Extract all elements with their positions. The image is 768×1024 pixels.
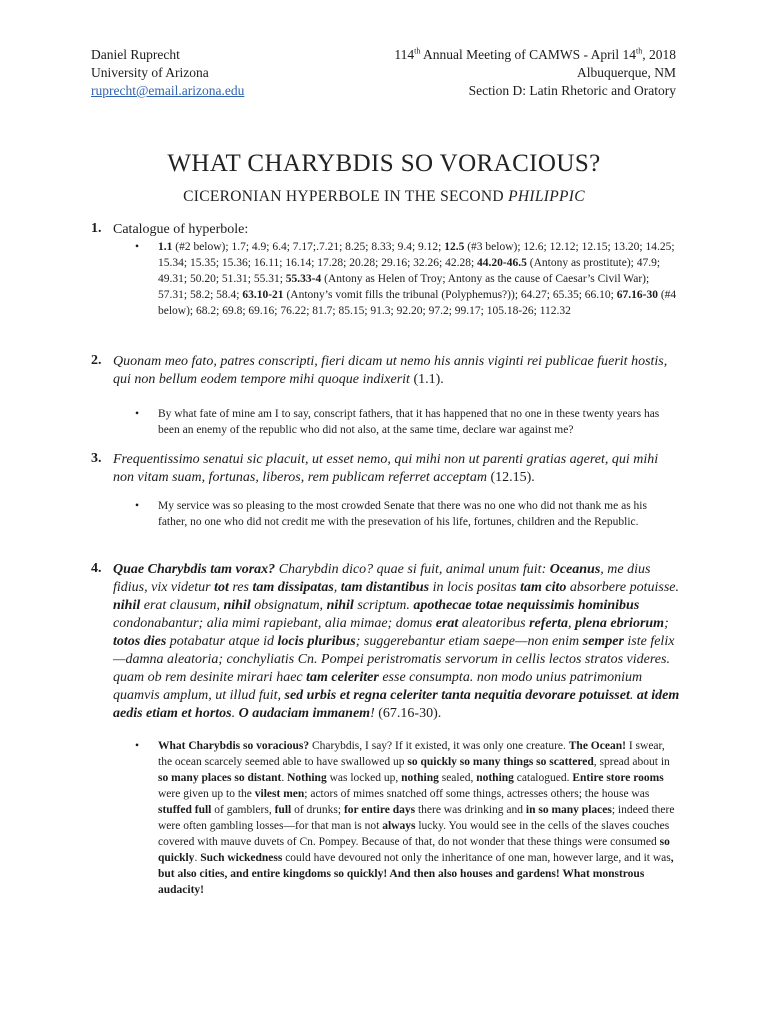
bold-text-run: for entire days — [343, 804, 416, 816]
page-subtitle — [0, 188, 768, 206]
catalogue-text — [158, 239, 679, 319]
bold-text-run: nihil — [113, 598, 141, 613]
item-number: 1. — [91, 221, 102, 236]
text-run: , — [568, 616, 575, 631]
bold-text-run: 12.5 — [444, 241, 465, 253]
item-number: 3. — [91, 451, 102, 466]
text-run: condonabantur; alia mimi rapiebant, alia mimae; domus — [113, 616, 436, 631]
bold-text-run: plena — [575, 616, 607, 631]
meeting-text: Annual Meeting of CAMWS - April 14 — [420, 47, 637, 62]
bold-text-run: nihil — [326, 598, 354, 613]
text-run: (#3 below); 12.6; 12.12; 12.15; 13.20; 14.25; 15.34; 15.35; 15.36; 16.11; 16.14; 17.28; 20.28; 29.16; 32.26; 42.28; — [158, 241, 675, 269]
bold-text-run: tam cito — [520, 580, 567, 595]
bullet-icon: • — [135, 500, 140, 512]
text-run: absorbere potuisse. — [566, 580, 680, 595]
bold-text-run: tam celeriter — [306, 670, 379, 685]
bullet-icon: • — [135, 740, 140, 752]
bold-text-run: , but also cities, and entire kingdoms so quickly! And then also houses and gardens! What monstrous audacity! — [158, 852, 674, 896]
bold-text-run: 67.16-30 — [616, 289, 658, 301]
meeting-block — [394, 46, 676, 100]
bold-text-run: stuffed full — [158, 804, 212, 816]
text-run: (Antony as Helen of Troy; Antony as the cause of Caesar’s Civil War); 57.31; 58.2; 58.4; — [158, 273, 650, 301]
item-number: 2. — [91, 353, 102, 368]
text-run: there was drinking and — [415, 804, 526, 816]
citation: (67.16-30). — [378, 706, 442, 721]
translation-text — [158, 738, 679, 898]
meeting-year: , 2018 — [642, 47, 676, 62]
bold-text-run: nothing — [401, 772, 439, 784]
bold-text-run: full — [274, 804, 292, 816]
bold-text-run: Such wickedness — [200, 852, 283, 864]
bold-text-run: tam distantibus — [340, 580, 430, 595]
bold-text-run: Quae Charybdis tam vorax? — [113, 562, 276, 577]
translation-bullet — [135, 738, 679, 898]
translation-text: By what fate of mine am I to say, conscript fathers, that it has happened that no one in these twenty years has been an enemy of the republic who did not also, at the same time, declare war against me? — [158, 408, 660, 436]
text-run: sealed, — [438, 772, 477, 784]
text-run: ; — [664, 616, 669, 631]
bold-text-run: so quickly so many things so scattered — [407, 756, 594, 768]
meeting-line — [394, 46, 676, 64]
bold-text-run: tam dissipatas — [252, 580, 334, 595]
translation-bullet — [135, 498, 679, 530]
citation: (1.1). — [409, 372, 444, 387]
meeting-section: Section D: Latin Rhetoric and Oratory — [468, 83, 676, 98]
text-run: of drunks; — [291, 804, 344, 816]
text-run: . — [281, 772, 288, 784]
page-title: WHAT CHARYBDIS SO VORACIOUS? — [167, 150, 601, 177]
bold-text-run: 44.20-46.5 — [477, 257, 527, 269]
item-quote — [113, 353, 681, 389]
text-run: Charybdis, I say? If it existed, it was only one creature. — [309, 740, 569, 752]
translation-text: My service was so pleasing to the most crowded Senate that there was no one who did not thank me as his father, no one who did not credit me with the presevation of his life, fortunes, children and the Republic. — [158, 500, 647, 528]
bold-text-run: O audaciam immanem — [238, 706, 371, 721]
author-name: Daniel Ruprecht — [91, 47, 180, 62]
bold-text-run: sed urbis et regna celeriter tanta nequitia devorare potuisset — [284, 688, 630, 703]
text-run: I swear, the ocean scarcely seemed able to have swallowed up — [158, 740, 665, 768]
text-run: catalogued. — [513, 772, 573, 784]
text-run: . — [194, 852, 201, 864]
bold-text-run: Oceanus — [549, 562, 601, 577]
bold-text-run: tot — [214, 580, 229, 595]
bold-text-run: semper — [582, 634, 624, 649]
text-run: (Antony as prostitute); 47.9; 49.31; 50.20; 51.31; 55.31; — [158, 257, 661, 285]
text-run: , spread about in — [593, 756, 670, 768]
subtitle-italic: PHILIPPIC — [508, 188, 585, 205]
item-number: 4. — [91, 561, 102, 576]
text-run: of gamblers, — [211, 804, 275, 816]
text-run: ; indeed there were often gambling losses—for that man is not — [158, 804, 675, 832]
bold-text-run: erat — [435, 616, 459, 631]
text-run: (#2 below); 1.7; 4.9; 6.4; 7.17;.7.21; 8.25; 8.33; 9.4; 9.12; — [172, 241, 445, 253]
latin-quote — [113, 562, 679, 721]
text-run: was locked up, — [326, 772, 402, 784]
bold-text-run: referta — [529, 616, 568, 631]
bold-text-run: Nothing — [287, 772, 327, 784]
bold-text-run: locis pluribus — [277, 634, 356, 649]
item-quote — [113, 561, 681, 723]
translation-bullet — [135, 406, 679, 438]
meeting-location: Albuquerque, NM — [577, 65, 676, 80]
text-run: lucky. You would see in the cells of the slaves couches covered with mauve duvets of Cn. Pompey. Because of that, do not wonder that these things were consumed — [158, 820, 670, 848]
text-run: (Antony’s vomit fills the tribunal (Polyphemus?)); 64.27; 65.35; 66.10; — [283, 289, 617, 301]
bold-text-run: ebriorum — [610, 616, 665, 631]
text-run: could have devoured not only the inheritance of one man, however large, and it was — [282, 852, 671, 864]
text-run: erat clausum, — [140, 598, 224, 613]
text-run: iste felix —damna aleatoria; conchyliatis Cn. Pompei peristromatis servorum in cellis lectos stratos videres. quam ob rem desinite mirari haec — [113, 634, 675, 685]
list-item-3 — [91, 451, 681, 487]
bold-text-run: vilest men — [254, 788, 305, 800]
bold-text-run: so quickly — [158, 836, 670, 864]
text-run: ! — [370, 706, 379, 721]
bold-text-run: nothing — [476, 772, 514, 784]
text-run: , — [333, 580, 341, 595]
item-heading: Catalogue of hyperbole: — [113, 222, 249, 237]
latin-quote: Quonam meo fato, patres conscripti, fieri dicam ut nemo his annis viginti rei publicae fuerit hostis, qui non bellum eodem tempore mihi quoque indixerit — [113, 354, 668, 387]
bullet-icon: • — [135, 241, 140, 253]
text-run: ; actors of mimes snatched off some things, actresses others; the house was — [304, 788, 650, 800]
bold-text-run: always — [382, 820, 416, 832]
citation: (12.15). — [486, 470, 535, 485]
text-run: obsignatum, — [250, 598, 327, 613]
bold-text-run: Entire store rooms — [572, 772, 664, 784]
bold-text-run: in so many places — [525, 804, 612, 816]
text-run: ; suggerebantur etiam saepe—non enim — [355, 634, 583, 649]
list-item-1 — [91, 221, 681, 239]
text-run: aleatoribus — [458, 616, 530, 631]
bold-text-run: The Ocean! — [568, 740, 626, 752]
bold-text-run: apothecae totae nequissimis hominibus — [413, 598, 640, 613]
bold-text-run: totos dies — [113, 634, 167, 649]
bold-text-run: 1.1 — [158, 241, 173, 253]
latin-quote: Frequentissimo senatui sic placuit, ut esset nemo, qui mihi non ut parenti gratias ageret, qui mihi non vitam suam, fortunas, liberos, rem publicam referret acceptam — [113, 452, 659, 485]
meeting-number-suffix: th — [414, 46, 421, 56]
email-link[interactable]: ruprecht@email.arizona.edu — [91, 83, 245, 98]
text-run: , me dius fidius, vix videtur — [113, 562, 651, 595]
text-run: Charybdin dico? quae si fuit, animal unum fuit: — [275, 562, 550, 577]
bold-text-run: at idem aedis etiam et hortos — [113, 688, 680, 721]
text-run: were given up to the — [158, 788, 255, 800]
text-run: potabatur atque id — [166, 634, 278, 649]
author-affiliation: University of Arizona — [91, 65, 209, 80]
subtitle-text: CICERONIAN HYPERBOLE IN THE SECOND — [183, 188, 509, 205]
list-item-4 — [91, 561, 681, 723]
text-run: res — [228, 580, 253, 595]
text-run: scriptum. — [353, 598, 414, 613]
text-run: esse consumpta. non modo unius patrimonium quamvis amplum, ut illud fuit, — [113, 670, 643, 703]
text-run: in locis positas — [429, 580, 521, 595]
item-quote — [113, 451, 681, 487]
catalogue-bullet — [135, 239, 679, 319]
text-run: . — [231, 706, 239, 721]
meeting-day-suffix: th — [636, 46, 643, 56]
author-block — [91, 46, 244, 100]
bold-text-run: so many places so distant — [158, 772, 282, 784]
text-run: . — [629, 688, 637, 703]
bold-text-run: 55.33-4 — [285, 273, 322, 285]
bold-text-run: 63.10-21 — [242, 289, 284, 301]
bold-text-run: nihil — [223, 598, 251, 613]
bullet-icon: • — [135, 408, 140, 420]
meeting-number: 114 — [394, 47, 415, 62]
list-item-2 — [91, 353, 681, 389]
text-run: (#4 below); 68.2; 69.8; 69.16; 76.22; 81.7; 85.15; 91.3; 92.20; 97.2; 99.17; 105.18-26; 112.32 — [158, 289, 677, 317]
bold-text-run: What Charybdis so voracious? — [158, 740, 310, 752]
